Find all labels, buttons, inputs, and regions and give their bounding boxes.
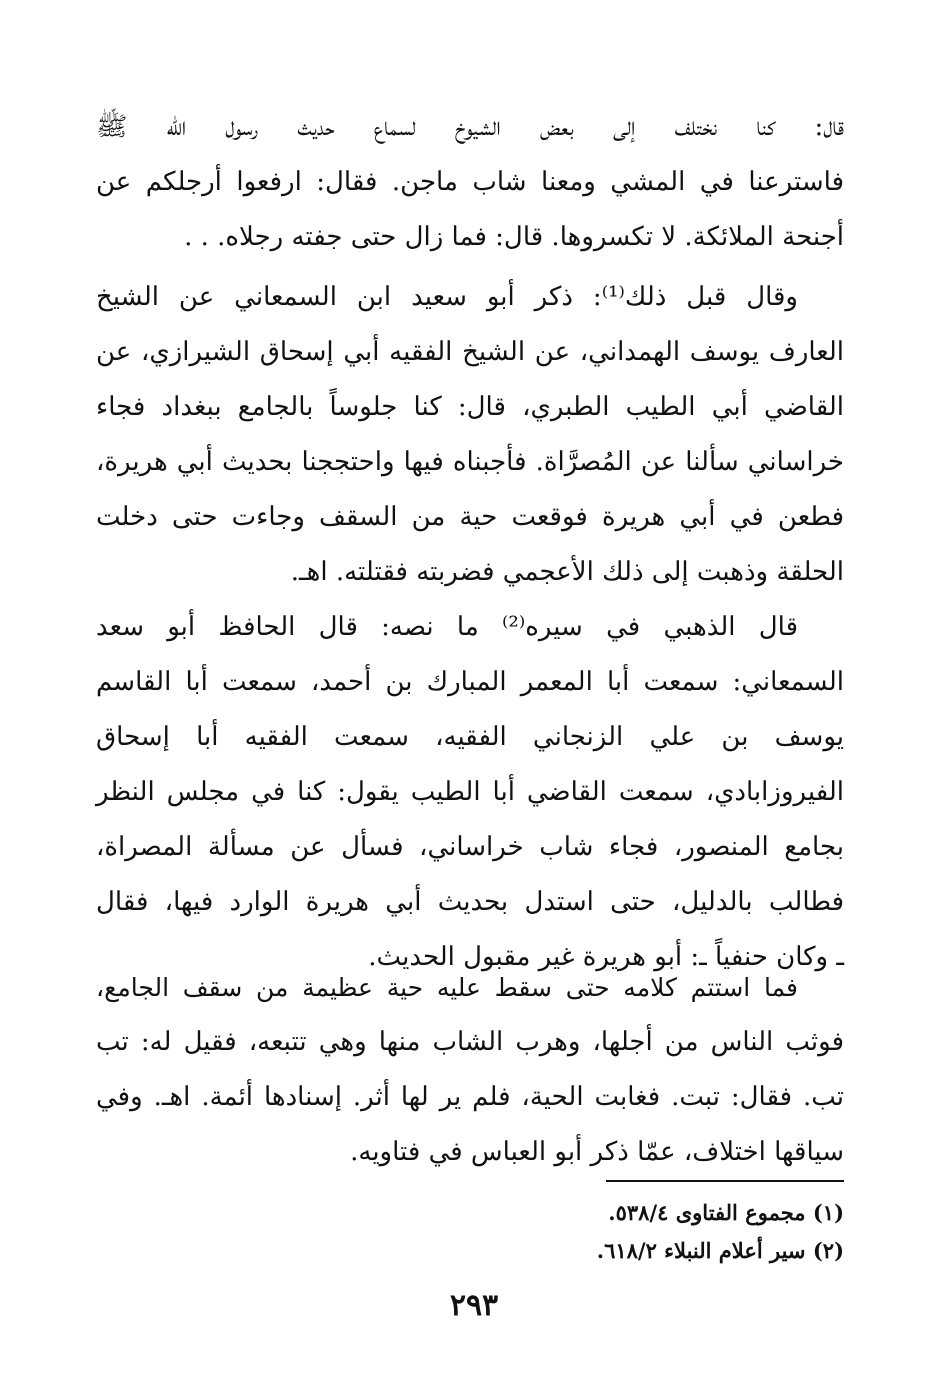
text-line: قال الذهبي في سيره⁽²⁾ ما نصه: قال الحافظ أبو سعد — [96, 612, 798, 642]
text-line: الحلقة وذهبت إلى ذلك الأعجمي فضربته فقتلته. اهـ. — [290, 557, 844, 587]
text-line: الفيروزابادي، سمعت القاضي أبا الطيب يقول: كنا في مجلس النظر — [96, 777, 844, 807]
text-line: العارف يوسف الهمداني، عن الشيخ الفقيه أبي إسحاق الشيرازي، عن — [96, 337, 844, 367]
paragraph-3 — [96, 600, 844, 985]
text-line: القاضي أبي الطيب الطبري، قال: كنا جلوساً بالجامع ببغداد فجاء — [96, 392, 844, 422]
text-line: السمعاني: سمعت أبا المعمر المبارك بن أحمد، سمعت أبا القاسم — [96, 667, 844, 697]
text-line: فاسترعنا في المشي ومعنا شاب ماجن. فقال: ارفعوا أرجلكم عن — [96, 167, 844, 197]
text-line: ـ وكان حنفياً ـ: أبو هريرة غير مقبول الحديث. — [368, 942, 844, 972]
footnote-1: (١) مجموع الفتاوى ٥٣٨/٤. — [608, 1200, 844, 1225]
page-number: ٢٩٣ — [449, 1288, 499, 1323]
text-line: فطعن في أبي هريرة فوقعت حية من السقف وجاءت حتى دخلت — [96, 502, 845, 532]
text-line: فما استتم كلامه حتى سقط عليه حية عظيمة من سقف الجامع، — [96, 973, 798, 1002]
footnote-separator — [606, 1180, 844, 1182]
text-line: فوثب الناس من أجلها، وهرب الشاب منها وهي تتبعه، فقيل له: تب — [96, 1027, 844, 1057]
paragraph-1 — [96, 100, 844, 265]
text-line: بجامع المنصور، فجاء شاب خراساني، فسأل عن مسألة المصراة، — [96, 832, 844, 862]
paragraph-2 — [96, 270, 844, 600]
text-line: يوسف بن علي الزنجاني الفقيه، سمعت الفقيه أبا إسحاق — [96, 722, 844, 752]
footnote-2: (٢) سير أعلام النبلاء ٦١٨/٢. — [596, 1238, 844, 1263]
text-line: تب. فقال: تبت. فغابت الحية، فلم ير لها أثر. إسنادها أئمة. اهـ. وفي — [96, 1082, 844, 1112]
text-line: وقال قبل ذلك⁽¹⁾: ذكر أبو سعيد ابن السمعاني عن الشيخ — [96, 282, 798, 312]
text-line: فطالب بالدليل، حتى استدل بحديث أبي هريرة الوارد فيها، فقال — [96, 887, 845, 917]
text-line: أجنحة الملائكة. لا تكسروها. قال: فما زال حتى جفته رجلاه. . . — [184, 222, 844, 252]
text-line: سياقها اختلاف، عمّا ذكر أبو العباس في فتاويه. — [350, 1137, 844, 1167]
text-line: خراساني سألنا عن المُصرَّاة. فأجبناه فيها واحتججنا بحديث أبي هريرة، — [96, 447, 844, 477]
footnotes — [144, 1194, 844, 1270]
text-line: قال: كنا نختلف إلى بعض الشيوخ لسماع حديث رسول الله ﷺ — [96, 112, 844, 142]
paragraph-4 — [96, 960, 844, 1180]
